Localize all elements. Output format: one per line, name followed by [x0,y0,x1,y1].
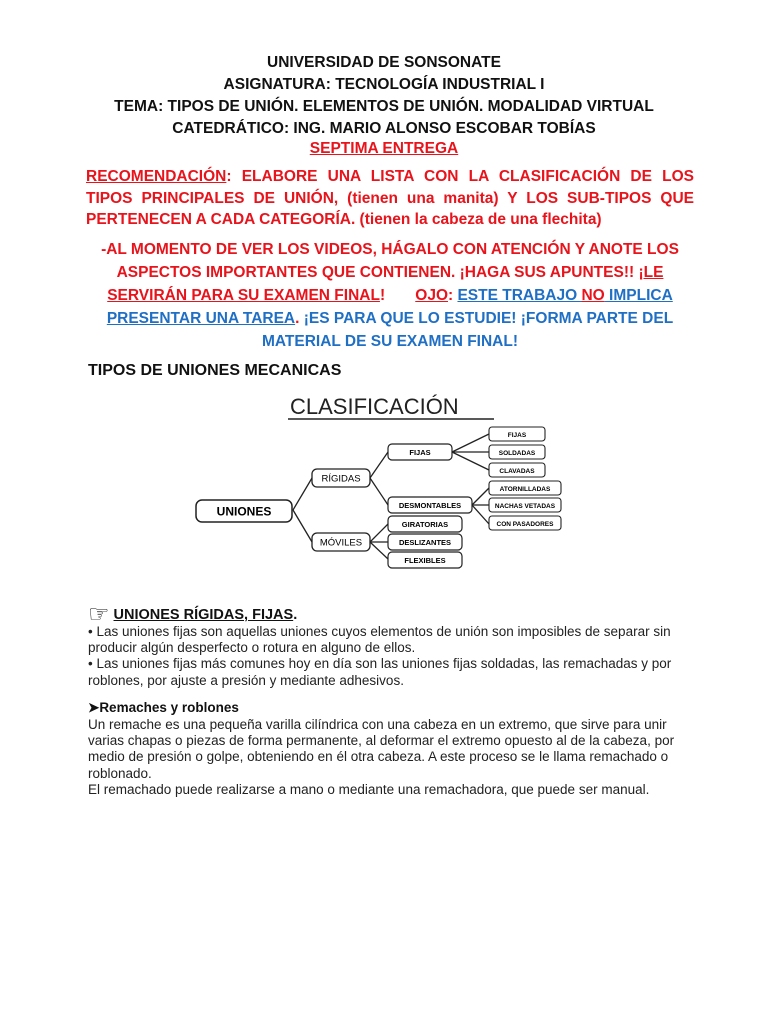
fixed-unions-text [88,624,698,689]
rivets-heading [88,700,239,716]
node-soldadas [489,445,545,459]
node-fijas-leaf-label: FIJAS [507,432,527,439]
note-final-exam: ¡LE SERVIRÁN PARA SU EXAMEN FINAL [107,264,664,304]
note-line1: -AL MOMENTO DE VER LOS VIDEOS, HÁGALO CON ATENCIÓN Y ANOTE LOS ASPECTOS IMPORTANTES QUE CONTIENEN. ¡HAGA SUS APUNTES!! [101,241,679,281]
diagram-title: CLASIFICACIÓN [290,394,459,419]
node-atornilladas-label: ATORNILLADAS [499,486,551,493]
node-uniones [196,500,292,522]
rivets-paragraph-2: El remachado puede realizarse a mano o mediante una remachadora, que puede ser manual. [88,781,650,797]
node-deslizantes-label: DESLIZANTES [398,538,452,547]
recommendation-label: RECOMENDACIÓN [86,168,227,185]
node-rigidas [312,469,370,487]
note-blue1: ESTE TRABAJO [457,287,582,304]
node-flexibles-label: FLEXIBLES [404,556,446,565]
teacher-line: CATEDRÁTICO: ING. MARIO ALONSO ESCOBAR TOBÍAS [172,120,596,137]
subject-line: ASIGNATURA: TECNOLOGÍA INDUSTRIAL I [223,76,545,93]
node-desmontables [388,497,472,513]
pointing-hand-icon: ☞ [88,601,110,628]
note-ojo: OJO [415,287,448,304]
recommendation-text: : ELABORE UNA LISTA CON LA CLASIFICACIÓN DE LOS TIPOS PRINCIPALES DE UNIÓN, (tienen una manita) Y LOS SUB-TIPOS QUE PERTENECEN A CADA CATEGORÍA. (tienen la cabeza de una flechita) [86,168,694,228]
node-desmontables-label: DESMONTABLES [398,501,462,510]
node-clavadas-label: CLAVADAS [499,468,535,475]
node-clavadas [489,463,545,477]
node-nachas [489,498,561,512]
node-moviles [312,533,370,551]
arrow-head-icon: ➤ [88,700,100,715]
node-flexibles [388,552,462,568]
node-deslizantes [388,534,462,550]
rivets-title: Remaches y roblones [99,700,239,715]
delivery-line: SEPTIMA ENTREGA [309,140,459,157]
node-nachas-label: NACHAS VETADAS [494,503,556,510]
node-fijas-label: FIJAS [409,448,431,457]
note-no: NO [581,287,605,304]
node-moviles-label: MÓVILES [319,537,363,549]
topic-line: TEMA: TIPOS DE UNIÓN. ELEMENTOS DE UNIÓN. MODALIDAD VIRTUAL [114,98,654,115]
note-excl: ! [379,287,386,304]
node-fijas-leaf [489,427,545,441]
subsection-dot: . [293,607,298,623]
node-pasadores [489,516,561,530]
classification-diagram [190,392,600,572]
note-dot: . [295,310,304,327]
university-name: UNIVERSIDAD DE SONSONATE [267,54,501,71]
note-blue2: IMPLICA PRESENTAR UNA TAREA [106,287,673,327]
node-giratorias [388,516,462,532]
node-rigidas-label: RÍGIDAS [321,473,361,485]
section-title: TIPOS DE UNIONES MECANICAS [88,362,342,379]
paragraph-2: • Las uniones fijas más comunes hoy en día son las uniones fijas soldadas, las remachadas y por roblones, por ajuste a presión y mediante adhesivos. [88,656,672,688]
node-uniones-label: UNIONES [216,504,272,519]
node-soldadas-label: SOLDADAS [498,450,536,457]
rivets-paragraph-1: Un remache es una pequeña varilla cilíndrica con una cabeza en un extremo, que sirve para unir varias chapas o piezas de forma permanente, al deformar el extremo opuesto al de la cabeza, por medio de presión o golpe, obteniendo en él otra cabeza. A este proceso se le llama remachado o roblonado. [88,717,675,781]
study-note [86,238,694,353]
note-blue3: ¡ES PARA QUE LO ESTUDIE! ¡FORMA PARTE DEL MATERIAL DE SU EXAMEN FINAL! [261,310,674,350]
recommendation-paragraph [86,166,694,231]
node-atornilladas [489,481,561,495]
node-giratorias-label: GIRATORIAS [401,520,449,529]
node-fijas [388,444,452,460]
node-pasadores-label: CON PASADORES [496,521,554,528]
rivets-text [88,717,698,798]
paragraph-1: • Las uniones fijas son aquellas uniones cuyos elementos de unión son imposibles de separar sin producir algún desperfecto o rotura en alguno de ellos. [88,624,671,656]
subsection-title: UNIONES RÍGIDAS, FIJAS [113,607,294,623]
note-colon: : [448,287,458,304]
